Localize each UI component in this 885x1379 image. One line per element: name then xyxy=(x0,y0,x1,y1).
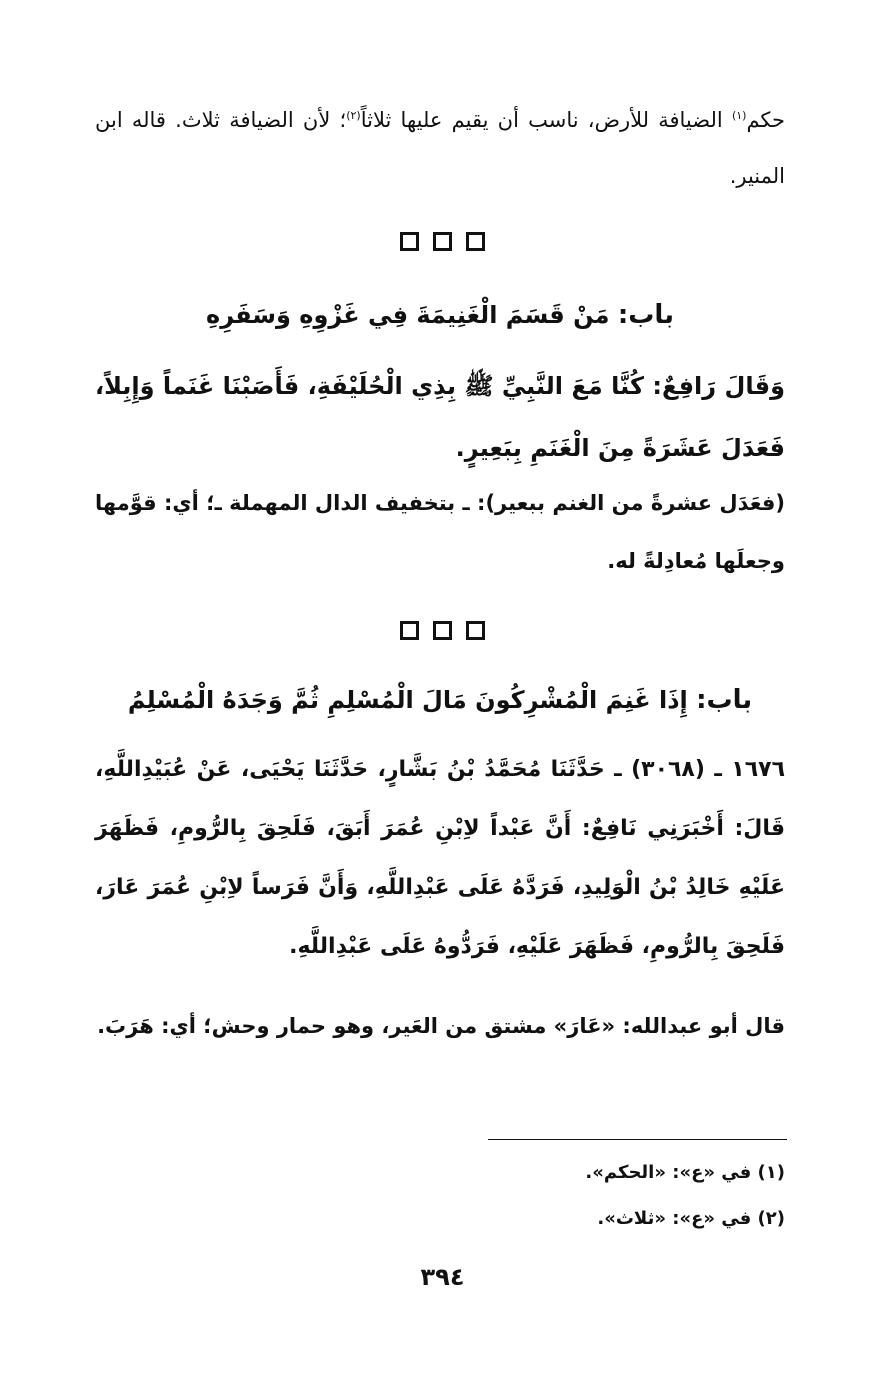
bab-label: باب: xyxy=(696,685,753,715)
page-number: ٣٩٤ xyxy=(420,1263,465,1291)
hadith-text: ١٦٧٦ ـ (٣٠٦٨) ـ حَدَّثَنَا مُحَمَّدُ بْنُ بَشَّارٍ، حَدَّثَنَا يَحْيَى، عَنْ عُبَيْدِاللَّهِ، قَالَ: أَخْبَرَنِي نَافِعٌ: أَنَّ عَبْداً لاِبْنِ عُمَرَ أَبَقَ، فَلَحِقَ بِالرُّومِ، فَظَهَرَ عَلَيْهِ خَالِدُ بْنُ الْوَلِيدِ، فَرَدَّهُ عَلَى عَبْدِاللَّهِ، وَأَنَّ فَرَساً لاِبْنِ عُمَرَ عَارَ، فَلَحِقَ بِالرُّومِ، فَظَهَرَ عَلَيْهِ، فَرَدُّوهُ عَلَى عَبْدِاللَّهِ. xyxy=(95,757,785,959)
text-run: الضيافة للأرض، ناسب أن يقيم عليها ثلاثاً xyxy=(360,108,732,132)
square-ornament-icon xyxy=(466,621,485,640)
commentary-paragraph xyxy=(95,996,785,1056)
chapter-title: إِذَا غَنِمَ الْمُشْرِكُونَ مَالَ الْمُسْلِمِ ثُمَّ وَجَدَهُ الْمُسْلِمُ xyxy=(127,686,688,714)
narration-text: وَقَالَ رَافِعٌ: كُنَّا مَعَ النَّبِيِّ ﷺ بِذِي الْحُلَيْفَةِ، فَأَصَبْنَا غَنَماً وَإِبِلاً، فَعَدَلَ عَشَرَةً مِنَ الْغَنَمِ بِبَعِيرٍ. xyxy=(95,372,785,462)
square-ornament-icon xyxy=(466,232,485,251)
bab-label: باب: xyxy=(617,300,674,330)
commentary-text: (فعَدَل عشرةً من الغنم ببعير): ـ بتخفيف الدال المهملة ـ؛ أي: قوَّمها وجعلَها مُعادِلةً له. xyxy=(95,491,785,573)
footnote-divider xyxy=(488,1139,787,1140)
footnote-2: (٢) في «ع»: «ثلاث». xyxy=(597,1208,785,1229)
commentary-text: قال أبو عبدالله: «عَارَ» مشتق من العَير، وهو حمار وحش؛ أي: هَرَبَ. xyxy=(97,1014,785,1038)
opening-paragraph xyxy=(95,88,785,204)
hadith-paragraph xyxy=(95,740,785,976)
footnote-1: (١) في «ع»: «الحكم». xyxy=(585,1162,785,1183)
text-run: حكم xyxy=(746,108,786,132)
square-ornament-icon xyxy=(400,621,419,640)
text-run: ؛ لأن الضيافة ثلاث. قاله ابن المنير. xyxy=(95,108,785,188)
chapter-heading-1 xyxy=(95,300,785,330)
rafi-narration xyxy=(95,355,785,479)
commentary-paragraph xyxy=(95,474,785,590)
chapter-title: مَنْ قَسَمَ الْغَنِيمَةَ فِي غَزْوِهِ وَسَفَرِهِ xyxy=(206,301,610,329)
section-separator xyxy=(0,232,885,251)
section-separator xyxy=(0,621,885,640)
footnote-marker-1: (١) xyxy=(731,109,747,122)
square-ornament-icon xyxy=(433,232,452,251)
chapter-heading-2 xyxy=(95,685,785,715)
square-ornament-icon xyxy=(433,621,452,640)
square-ornament-icon xyxy=(400,232,419,251)
footnote-marker-2: (٢) xyxy=(346,109,361,122)
